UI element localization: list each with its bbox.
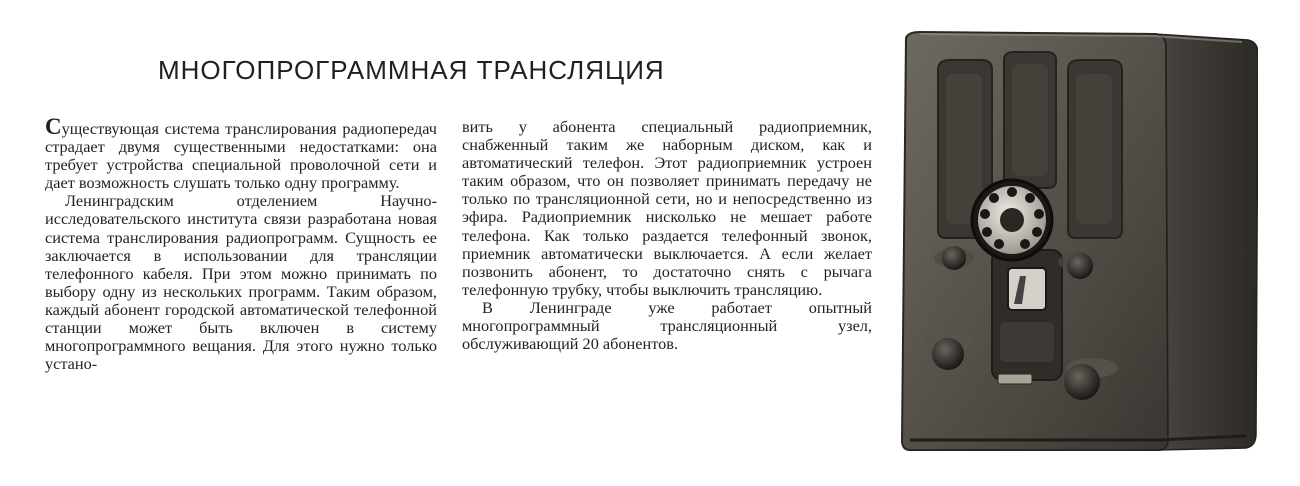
paragraph: Ленинградским отделением Научно-исследовательского института связи разработана новая система транслирования радиопрограмм. Сущность ее заключается в использовании для трансляции телефонного кабеля. При этом можно принимать по выбору одну из нескольких программ. Таким образом, каждый абонент городской автоматической телефонной станции может быть включен в систему многопрограммного вещания. Для этого нужно только устано- [45,191,437,374]
article-title: МНОГОПРОГРАММНАЯ ТРАНСЛЯЦИЯ [158,55,665,85]
rotary-dial-icon [972,180,1052,260]
article-column-left [45,114,437,374]
article-column-right [462,118,872,353]
cabinet-side [1154,34,1258,450]
paragraph-text: уществующая система транслирования радиопередач страдает двумя существенными недостатками: она требует устройства специальной проволочной сети и дает возможность слушать только одну программу. [45,119,437,193]
radio-receiver-photo [896,30,1258,458]
paragraph [45,114,437,193]
tuning-window [1008,268,1046,310]
drop-cap: С [45,114,62,139]
paragraph: В Ленинграде уже работает опытный многопрограммный трансляционный узел, обслуживающий 20 абонентов. [462,297,872,354]
nameplate [998,374,1032,384]
paragraph: вить у абонента специальный радиоприемник, снабженный таким же наборным диском, как и автоматический телефон. Этот радиоприемник устроен таким образом, что он позволяет принимать передачу не только по трансляционной сети, но и непосредственно из эфира. Радиоприемник нисколько не мешает работе телефона. Как только раздается телефонный звонок, приемник автоматически выключается. А если желает позвонить абонент, то достаточно снять с рычага телефонную трубку, чтобы выключить трансляцию. [462,117,872,299]
